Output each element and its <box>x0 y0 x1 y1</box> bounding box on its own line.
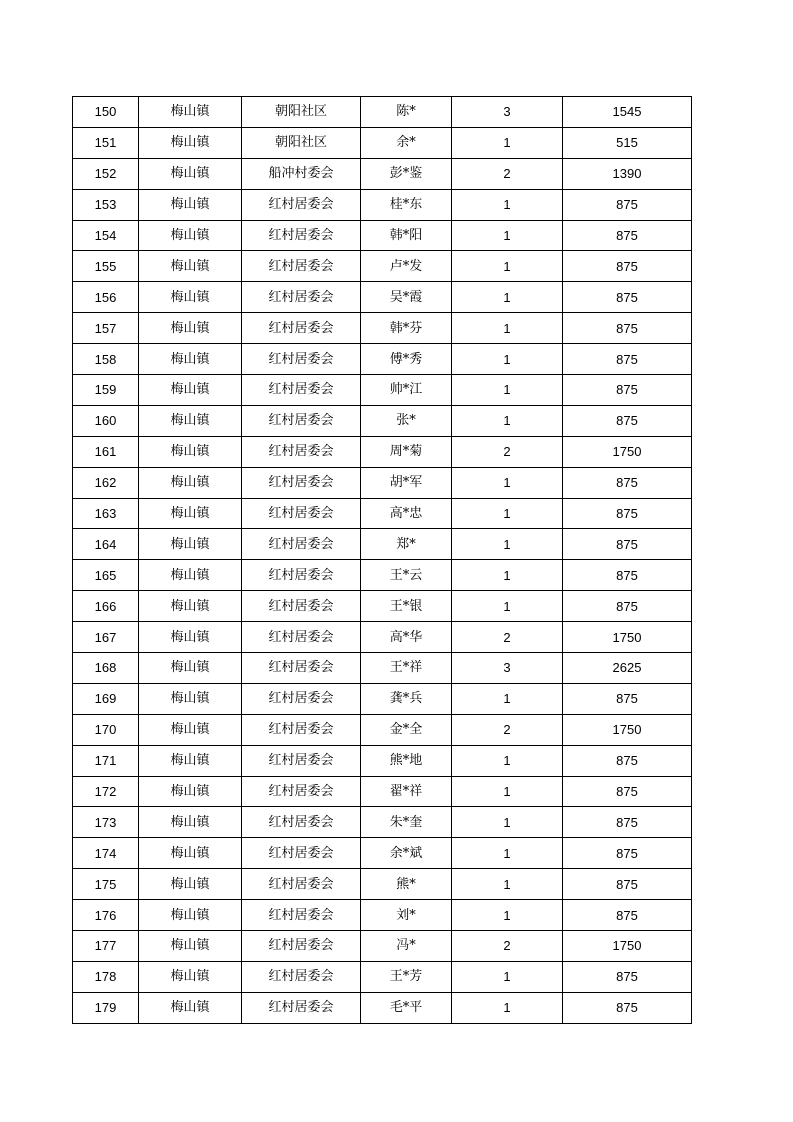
person-name-cell: 朱*奎 <box>361 807 452 838</box>
amount-cell: 2625 <box>563 653 692 684</box>
person-name-cell: 帅*江 <box>361 375 452 406</box>
person-count-cell: 1 <box>452 683 563 714</box>
amount-cell: 1750 <box>563 622 692 653</box>
table-row <box>73 683 692 714</box>
table-row <box>73 560 692 591</box>
person-name-cell: 王*祥 <box>361 653 452 684</box>
person-count-cell: 1 <box>452 529 563 560</box>
table-row <box>73 900 692 931</box>
village-committee-cell: 红村居委会 <box>242 529 361 560</box>
table-row <box>73 776 692 807</box>
amount-cell: 1750 <box>563 714 692 745</box>
person-name-cell: 熊*地 <box>361 745 452 776</box>
serial-number-cell: 154 <box>73 220 139 251</box>
person-name-cell: 冯* <box>361 931 452 962</box>
village-committee-cell: 红村居委会 <box>242 961 361 992</box>
person-count-cell: 1 <box>452 127 563 158</box>
amount-cell: 875 <box>563 591 692 622</box>
serial-number-cell: 160 <box>73 405 139 436</box>
town-cell: 梅山镇 <box>139 653 242 684</box>
village-committee-cell: 红村居委会 <box>242 714 361 745</box>
serial-number-cell: 153 <box>73 189 139 220</box>
amount-cell: 875 <box>563 313 692 344</box>
person-count-cell: 1 <box>452 560 563 591</box>
person-count-cell: 1 <box>452 251 563 282</box>
village-committee-cell: 红村居委会 <box>242 869 361 900</box>
town-cell: 梅山镇 <box>139 961 242 992</box>
amount-cell: 875 <box>563 560 692 591</box>
serial-number-cell: 174 <box>73 838 139 869</box>
records-table-body <box>73 97 692 1024</box>
serial-number-cell: 156 <box>73 282 139 313</box>
table-row <box>73 931 692 962</box>
town-cell: 梅山镇 <box>139 251 242 282</box>
person-name-cell: 傅*秀 <box>361 344 452 375</box>
person-name-cell: 翟*祥 <box>361 776 452 807</box>
amount-cell: 875 <box>563 405 692 436</box>
town-cell: 梅山镇 <box>139 622 242 653</box>
amount-cell: 875 <box>563 251 692 282</box>
serial-number-cell: 165 <box>73 560 139 591</box>
town-cell: 梅山镇 <box>139 220 242 251</box>
person-name-cell: 韩*阳 <box>361 220 452 251</box>
person-name-cell: 余*斌 <box>361 838 452 869</box>
village-committee-cell: 红村居委会 <box>242 282 361 313</box>
town-cell: 梅山镇 <box>139 838 242 869</box>
person-count-cell: 2 <box>452 158 563 189</box>
person-count-cell: 1 <box>452 992 563 1023</box>
table-row <box>73 807 692 838</box>
village-committee-cell: 红村居委会 <box>242 591 361 622</box>
village-committee-cell: 红村居委会 <box>242 653 361 684</box>
serial-number-cell: 163 <box>73 498 139 529</box>
amount-cell: 875 <box>563 900 692 931</box>
table-row <box>73 498 692 529</box>
person-count-cell: 1 <box>452 220 563 251</box>
town-cell: 梅山镇 <box>139 591 242 622</box>
person-name-cell: 胡*军 <box>361 467 452 498</box>
town-cell: 梅山镇 <box>139 869 242 900</box>
town-cell: 梅山镇 <box>139 992 242 1023</box>
serial-number-cell: 158 <box>73 344 139 375</box>
person-count-cell: 1 <box>452 745 563 776</box>
village-committee-cell: 红村居委会 <box>242 436 361 467</box>
village-committee-cell: 红村居委会 <box>242 900 361 931</box>
village-committee-cell: 红村居委会 <box>242 560 361 591</box>
village-committee-cell: 红村居委会 <box>242 251 361 282</box>
amount-cell: 875 <box>563 776 692 807</box>
village-committee-cell: 红村居委会 <box>242 992 361 1023</box>
person-name-cell: 卢*发 <box>361 251 452 282</box>
person-name-cell: 余* <box>361 127 452 158</box>
village-committee-cell: 红村居委会 <box>242 683 361 714</box>
person-count-cell: 1 <box>452 282 563 313</box>
amount-cell: 1390 <box>563 158 692 189</box>
town-cell: 梅山镇 <box>139 467 242 498</box>
village-committee-cell: 红村居委会 <box>242 622 361 653</box>
table-row <box>73 251 692 282</box>
village-committee-cell: 红村居委会 <box>242 344 361 375</box>
serial-number-cell: 172 <box>73 776 139 807</box>
village-committee-cell: 红村居委会 <box>242 838 361 869</box>
serial-number-cell: 171 <box>73 745 139 776</box>
serial-number-cell: 161 <box>73 436 139 467</box>
table-row <box>73 97 692 128</box>
table-row <box>73 220 692 251</box>
person-count-cell: 1 <box>452 189 563 220</box>
table-row <box>73 127 692 158</box>
table-row <box>73 158 692 189</box>
person-count-cell: 1 <box>452 838 563 869</box>
person-name-cell: 王*芳 <box>361 961 452 992</box>
town-cell: 梅山镇 <box>139 436 242 467</box>
village-committee-cell: 红村居委会 <box>242 220 361 251</box>
village-committee-cell: 红村居委会 <box>242 189 361 220</box>
serial-number-cell: 157 <box>73 313 139 344</box>
person-name-cell: 金*全 <box>361 714 452 745</box>
amount-cell: 875 <box>563 498 692 529</box>
town-cell: 梅山镇 <box>139 683 242 714</box>
person-name-cell: 吴*霞 <box>361 282 452 313</box>
table-row <box>73 405 692 436</box>
village-committee-cell: 红村居委会 <box>242 313 361 344</box>
person-name-cell: 熊* <box>361 869 452 900</box>
town-cell: 梅山镇 <box>139 375 242 406</box>
person-name-cell: 张* <box>361 405 452 436</box>
person-count-cell: 1 <box>452 776 563 807</box>
table-row <box>73 313 692 344</box>
amount-cell: 875 <box>563 961 692 992</box>
table-row <box>73 961 692 992</box>
person-name-cell: 桂*东 <box>361 189 452 220</box>
person-count-cell: 1 <box>452 313 563 344</box>
person-count-cell: 1 <box>452 344 563 375</box>
village-committee-cell: 船冲村委会 <box>242 158 361 189</box>
person-count-cell: 2 <box>452 436 563 467</box>
person-count-cell: 1 <box>452 405 563 436</box>
amount-cell: 1545 <box>563 97 692 128</box>
village-committee-cell: 红村居委会 <box>242 467 361 498</box>
town-cell: 梅山镇 <box>139 344 242 375</box>
person-count-cell: 1 <box>452 375 563 406</box>
person-name-cell: 高*华 <box>361 622 452 653</box>
table-row <box>73 189 692 220</box>
serial-number-cell: 159 <box>73 375 139 406</box>
person-name-cell: 郑* <box>361 529 452 560</box>
amount-cell: 1750 <box>563 436 692 467</box>
village-committee-cell: 红村居委会 <box>242 405 361 436</box>
document-sheet <box>72 96 691 1024</box>
records-table <box>72 96 692 1024</box>
town-cell: 梅山镇 <box>139 158 242 189</box>
table-row <box>73 375 692 406</box>
person-name-cell: 王*云 <box>361 560 452 591</box>
amount-cell: 875 <box>563 745 692 776</box>
town-cell: 梅山镇 <box>139 900 242 931</box>
town-cell: 梅山镇 <box>139 560 242 591</box>
amount-cell: 875 <box>563 992 692 1023</box>
table-row <box>73 436 692 467</box>
town-cell: 梅山镇 <box>139 714 242 745</box>
serial-number-cell: 166 <box>73 591 139 622</box>
serial-number-cell: 179 <box>73 992 139 1023</box>
person-count-cell: 2 <box>452 714 563 745</box>
serial-number-cell: 151 <box>73 127 139 158</box>
person-name-cell: 彭*鉴 <box>361 158 452 189</box>
amount-cell: 875 <box>563 467 692 498</box>
table-row <box>73 869 692 900</box>
serial-number-cell: 169 <box>73 683 139 714</box>
table-row <box>73 344 692 375</box>
amount-cell: 1750 <box>563 931 692 962</box>
person-count-cell: 1 <box>452 869 563 900</box>
serial-number-cell: 173 <box>73 807 139 838</box>
village-committee-cell: 红村居委会 <box>242 931 361 962</box>
serial-number-cell: 164 <box>73 529 139 560</box>
table-row <box>73 653 692 684</box>
amount-cell: 875 <box>563 282 692 313</box>
amount-cell: 875 <box>563 529 692 560</box>
serial-number-cell: 170 <box>73 714 139 745</box>
village-committee-cell: 朝阳社区 <box>242 127 361 158</box>
person-name-cell: 毛*平 <box>361 992 452 1023</box>
table-row <box>73 838 692 869</box>
serial-number-cell: 168 <box>73 653 139 684</box>
person-count-cell: 1 <box>452 900 563 931</box>
village-committee-cell: 红村居委会 <box>242 745 361 776</box>
table-row <box>73 467 692 498</box>
person-count-cell: 1 <box>452 498 563 529</box>
person-name-cell: 陈* <box>361 97 452 128</box>
town-cell: 梅山镇 <box>139 405 242 436</box>
amount-cell: 875 <box>563 683 692 714</box>
person-count-cell: 1 <box>452 961 563 992</box>
person-name-cell: 高*忠 <box>361 498 452 529</box>
person-count-cell: 1 <box>452 807 563 838</box>
town-cell: 梅山镇 <box>139 313 242 344</box>
serial-number-cell: 177 <box>73 931 139 962</box>
town-cell: 梅山镇 <box>139 498 242 529</box>
table-row <box>73 529 692 560</box>
serial-number-cell: 150 <box>73 97 139 128</box>
serial-number-cell: 162 <box>73 467 139 498</box>
village-committee-cell: 红村居委会 <box>242 776 361 807</box>
person-name-cell: 周*菊 <box>361 436 452 467</box>
town-cell: 梅山镇 <box>139 776 242 807</box>
village-committee-cell: 红村居委会 <box>242 807 361 838</box>
serial-number-cell: 167 <box>73 622 139 653</box>
town-cell: 梅山镇 <box>139 97 242 128</box>
town-cell: 梅山镇 <box>139 931 242 962</box>
amount-cell: 515 <box>563 127 692 158</box>
town-cell: 梅山镇 <box>139 282 242 313</box>
table-row <box>73 591 692 622</box>
town-cell: 梅山镇 <box>139 807 242 838</box>
amount-cell: 875 <box>563 344 692 375</box>
serial-number-cell: 178 <box>73 961 139 992</box>
serial-number-cell: 152 <box>73 158 139 189</box>
amount-cell: 875 <box>563 189 692 220</box>
person-count-cell: 1 <box>452 467 563 498</box>
person-count-cell: 3 <box>452 97 563 128</box>
table-row <box>73 622 692 653</box>
amount-cell: 875 <box>563 807 692 838</box>
person-name-cell: 韩*芬 <box>361 313 452 344</box>
village-committee-cell: 红村居委会 <box>242 375 361 406</box>
table-row <box>73 714 692 745</box>
serial-number-cell: 155 <box>73 251 139 282</box>
serial-number-cell: 175 <box>73 869 139 900</box>
table-row <box>73 745 692 776</box>
village-committee-cell: 红村居委会 <box>242 498 361 529</box>
person-count-cell: 2 <box>452 931 563 962</box>
person-name-cell: 刘* <box>361 900 452 931</box>
town-cell: 梅山镇 <box>139 127 242 158</box>
amount-cell: 875 <box>563 220 692 251</box>
person-count-cell: 2 <box>452 622 563 653</box>
table-row <box>73 282 692 313</box>
person-count-cell: 3 <box>452 653 563 684</box>
person-name-cell: 王*银 <box>361 591 452 622</box>
town-cell: 梅山镇 <box>139 189 242 220</box>
amount-cell: 875 <box>563 838 692 869</box>
town-cell: 梅山镇 <box>139 529 242 560</box>
amount-cell: 875 <box>563 375 692 406</box>
person-name-cell: 龚*兵 <box>361 683 452 714</box>
village-committee-cell: 朝阳社区 <box>242 97 361 128</box>
person-count-cell: 1 <box>452 591 563 622</box>
serial-number-cell: 176 <box>73 900 139 931</box>
amount-cell: 875 <box>563 869 692 900</box>
town-cell: 梅山镇 <box>139 745 242 776</box>
table-row <box>73 992 692 1023</box>
